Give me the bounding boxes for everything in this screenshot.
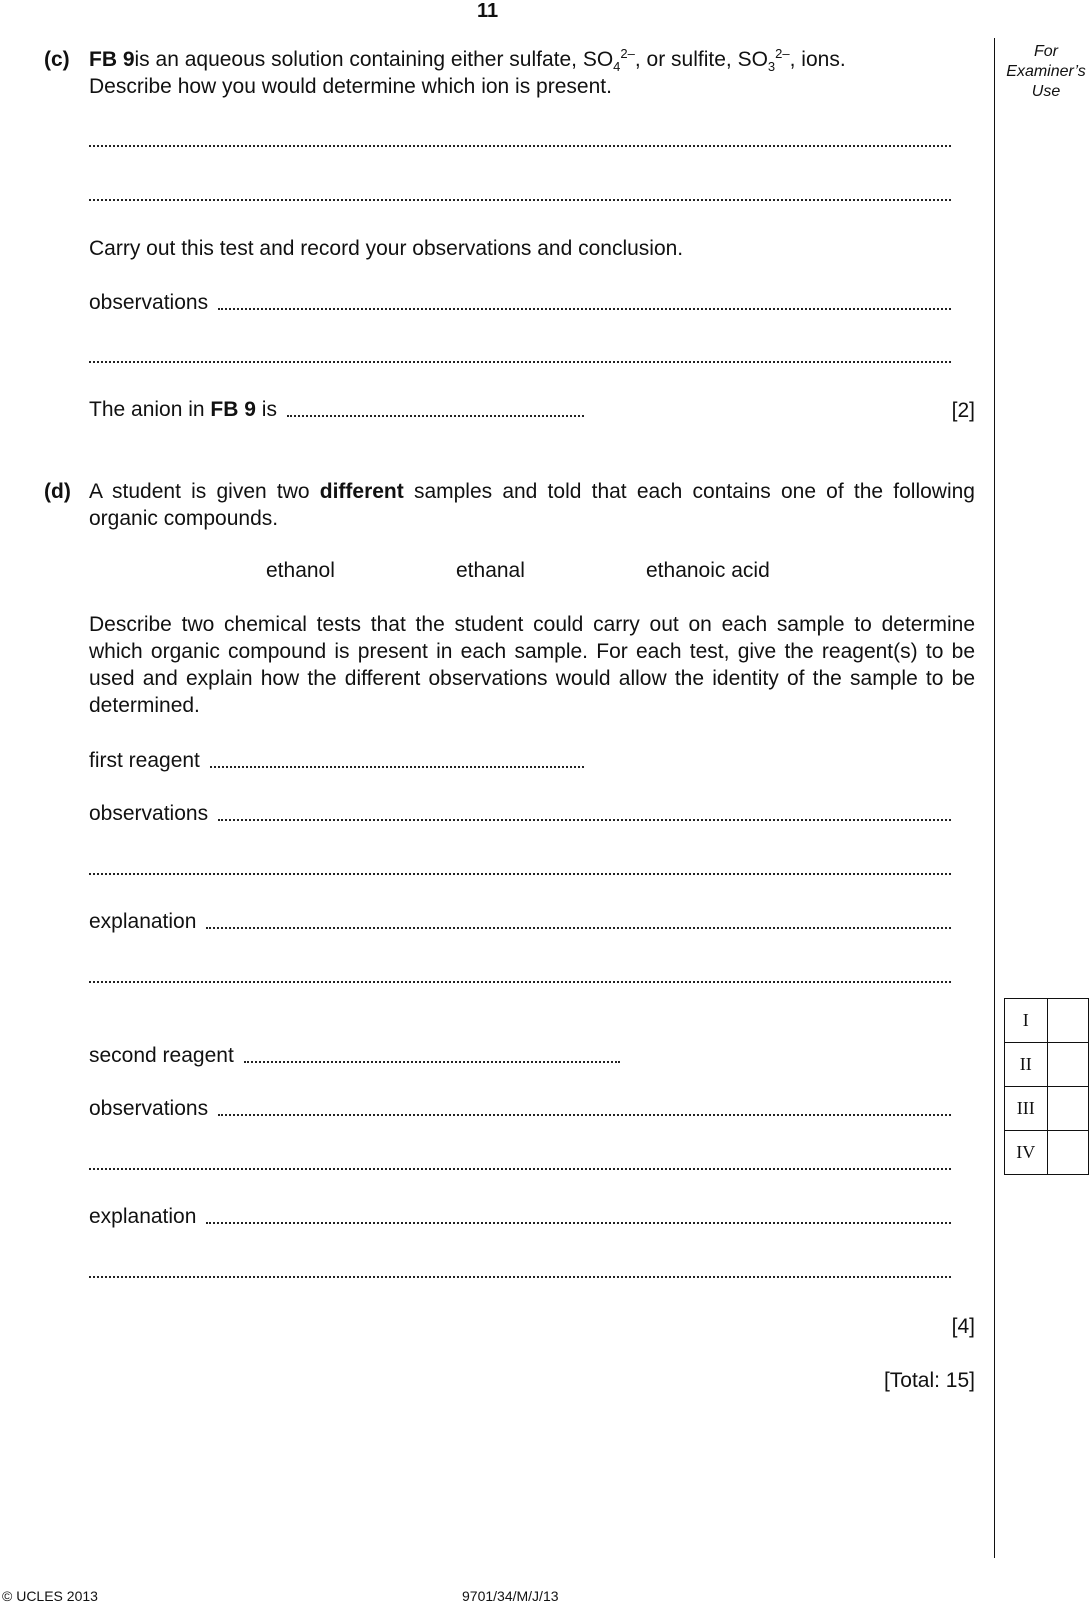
first-explanation-label: explanation bbox=[89, 910, 197, 933]
totals-cell-i[interactable] bbox=[1047, 999, 1088, 1043]
sulfite-charge: 2– bbox=[775, 46, 790, 61]
examiner-use-label bbox=[1000, 42, 1089, 102]
anion-label bbox=[89, 398, 287, 422]
second-explanation-line-1[interactable] bbox=[89, 1205, 951, 1229]
totals-label-iii: III bbox=[1005, 1087, 1048, 1131]
sulfate-charge: 2– bbox=[620, 46, 635, 61]
first-reagent-label: first reagent bbox=[89, 749, 200, 772]
totals-row-iv bbox=[1005, 1131, 1089, 1175]
observations-label: observations bbox=[89, 291, 209, 314]
observations-line-c2[interactable] bbox=[89, 344, 951, 368]
totals-label-ii: II bbox=[1005, 1043, 1048, 1087]
part-d-intro-bold: different bbox=[319, 480, 404, 503]
totals-cell-iv[interactable] bbox=[1047, 1131, 1088, 1175]
part-c-instruction: Carry out this test and record your observations and conclusion. bbox=[89, 237, 684, 260]
second-reagent-label: second reagent bbox=[89, 1044, 234, 1067]
sulfate-subscript: 4 bbox=[613, 59, 621, 75]
second-observations-line-2[interactable] bbox=[89, 1151, 951, 1175]
totals-label-i: I bbox=[1005, 999, 1048, 1043]
first-observations-label: observations bbox=[89, 802, 209, 825]
compound-ethanal: ethanal bbox=[456, 559, 525, 582]
first-reagent-line[interactable] bbox=[89, 749, 584, 773]
first-observations-line-2[interactable] bbox=[89, 856, 951, 880]
first-explanation-line-1[interactable] bbox=[89, 910, 951, 934]
second-explanation-line-2[interactable] bbox=[89, 1259, 951, 1283]
second-reagent-line[interactable] bbox=[89, 1044, 620, 1068]
answer-line-c2[interactable] bbox=[89, 182, 951, 206]
anion-line[interactable] bbox=[89, 398, 584, 422]
examiner-line-3: Use bbox=[1031, 83, 1061, 100]
observations-line-c1[interactable] bbox=[89, 291, 951, 315]
anion-label-a: The anion in bbox=[89, 398, 211, 421]
totals-row-ii bbox=[1005, 1043, 1089, 1087]
question-total: [Total: 15] bbox=[883, 1369, 975, 1392]
sulfite-subscript: 3 bbox=[767, 59, 776, 75]
first-observations-line-1[interactable] bbox=[89, 802, 951, 826]
intro-c: , ions. bbox=[789, 48, 846, 71]
examiner-line-1: For bbox=[1034, 43, 1058, 60]
part-c-label: (c) bbox=[44, 48, 70, 71]
part-c-mark: [2] bbox=[951, 399, 975, 422]
part-d-intro bbox=[89, 478, 975, 532]
examiner-margin-rule bbox=[994, 38, 995, 1558]
part-d-label: (d) bbox=[44, 480, 71, 503]
answer-line-c1[interactable] bbox=[89, 128, 951, 152]
compound-ethanol: ethanol bbox=[266, 559, 335, 582]
part-c-intro bbox=[135, 46, 975, 73]
examiner-line-2: Examiner’s bbox=[1006, 63, 1086, 80]
part-d-intro-a: A student is given two bbox=[89, 480, 320, 503]
footer-syllabus-code: 9701/34/M/J/13 bbox=[462, 1588, 559, 1604]
part-d-describe: Describe two chemical tests that the student could carry out on each sample to determine which organic compound is present in each sample. For each test, give the reagent(s) to be used and explain how the different observations would allow the identity of the sample to be determined. bbox=[89, 613, 975, 717]
anion-label-fb9: FB 9 bbox=[210, 398, 256, 421]
fb9-label: FB 9 bbox=[89, 48, 135, 71]
part-d-intro-b: samples and told that each contains one of the following organic compounds. bbox=[89, 480, 975, 530]
intro-b: , or sulfite, SO bbox=[634, 48, 768, 71]
totals-cell-iii[interactable] bbox=[1047, 1087, 1088, 1131]
compound-ethanoic-acid: ethanoic acid bbox=[646, 559, 770, 582]
totals-label-iv: IV bbox=[1005, 1131, 1048, 1175]
part-c-describe: Describe how you would determine which ion is present. bbox=[89, 75, 612, 98]
anion-label-c: is bbox=[255, 398, 277, 421]
part-c-question bbox=[89, 46, 975, 100]
second-observations-label: observations bbox=[89, 1097, 209, 1120]
intro-a: is an aqueous solution containing either sulfate, SO bbox=[134, 48, 614, 71]
totals-cell-ii[interactable] bbox=[1047, 1043, 1088, 1087]
footer-copyright: © UCLES 2013 bbox=[2, 1588, 98, 1604]
second-explanation-label: explanation bbox=[89, 1205, 197, 1228]
examiner-totals-box bbox=[1004, 998, 1089, 1175]
first-explanation-line-2[interactable] bbox=[89, 964, 951, 988]
second-observations-line-1[interactable] bbox=[89, 1097, 951, 1121]
totals-row-i bbox=[1005, 999, 1089, 1043]
page-number: 11 bbox=[477, 0, 499, 22]
totals-row-iii bbox=[1005, 1087, 1089, 1131]
part-d-mark: [4] bbox=[951, 1315, 975, 1338]
